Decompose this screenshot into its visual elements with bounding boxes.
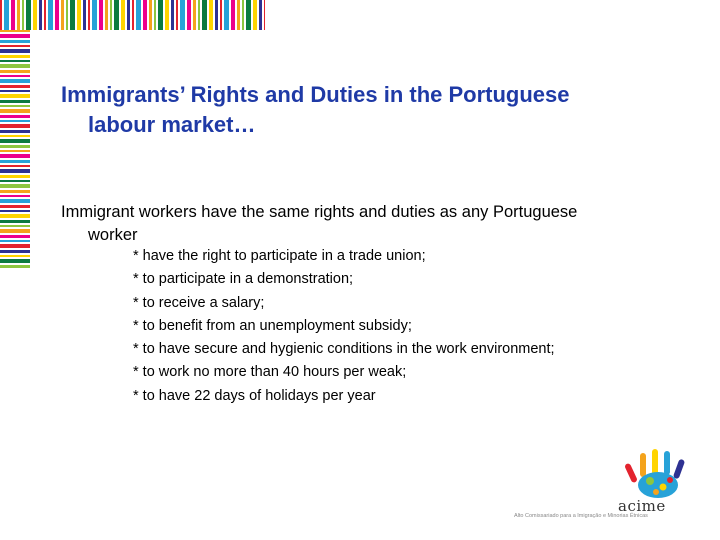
stripe (22, 0, 24, 30)
list-item: * to have 22 days of holidays per year (133, 387, 376, 404)
stripe (158, 0, 163, 30)
stripe (0, 145, 30, 148)
stripe (193, 0, 196, 30)
stripe (220, 0, 222, 30)
stripe (202, 0, 207, 30)
stripe (0, 225, 30, 227)
stripe (17, 0, 20, 30)
decorative-stripes-top (0, 0, 265, 30)
list-item: * to work no more than 40 hours per weak; (133, 364, 407, 381)
stripe (0, 115, 30, 118)
stripe (0, 154, 30, 158)
stripe (209, 0, 213, 30)
stripe (0, 184, 30, 188)
stripe (33, 0, 37, 30)
stripe (176, 0, 178, 30)
stripe (0, 124, 30, 128)
stripe (0, 40, 30, 43)
list-item: * to have secure and hygienic conditions in the work environment; (133, 341, 555, 358)
title-line-2: labour market… (88, 112, 256, 137)
stripe (246, 0, 251, 30)
stripe (83, 0, 86, 30)
stripe (264, 0, 265, 30)
stripe (0, 214, 30, 218)
stripe (0, 105, 30, 107)
stripe (180, 0, 185, 30)
stripe (0, 235, 30, 238)
stripe (44, 0, 46, 30)
stripe (0, 130, 30, 133)
stripe (0, 229, 30, 233)
stripe (0, 190, 30, 193)
stripe (0, 90, 30, 92)
stripe (0, 139, 30, 143)
title-line-1: Immigrants’ Rights and Duties in the Portuguese (61, 82, 570, 107)
decorative-stripes-left (0, 30, 30, 270)
list-item: * have the right to participate in a trade union; (133, 248, 426, 264)
logo-tagline: Alto Comissariado para a Imigração e Minorias Étnicas (514, 513, 648, 519)
stripe (48, 0, 53, 30)
stripe (0, 100, 30, 103)
stripe (92, 0, 97, 30)
stripe (0, 250, 30, 253)
stripe (0, 240, 30, 242)
stripe (136, 0, 141, 30)
stripe (259, 0, 262, 30)
stripe (253, 0, 257, 30)
stripe (0, 165, 30, 167)
list-item: * to receive a salary; (133, 294, 265, 311)
slide-title (61, 80, 681, 140)
stripe (0, 210, 30, 212)
stripe (0, 195, 30, 197)
stripe (0, 205, 30, 208)
stripe (237, 0, 240, 30)
stripe (143, 0, 147, 30)
stripe (0, 85, 30, 88)
stripe (165, 0, 169, 30)
stripe (0, 255, 30, 257)
stripe (11, 0, 15, 30)
stripe (132, 0, 134, 30)
stripe (66, 0, 68, 30)
stripe (0, 45, 30, 47)
intro-line-2: worker (88, 226, 138, 244)
stripe (110, 0, 112, 30)
stripe (0, 30, 30, 32)
stripe (61, 0, 64, 30)
stripe (0, 244, 30, 248)
stripe (0, 49, 30, 53)
stripe (0, 135, 30, 137)
stripe (187, 0, 191, 30)
stripe (0, 64, 30, 68)
stripe (26, 0, 31, 30)
list-item: * to participate in a demonstration; (133, 271, 354, 288)
stripe (224, 0, 229, 30)
stripe (198, 0, 200, 30)
stripe (215, 0, 218, 30)
stripe (0, 70, 30, 73)
stripe (149, 0, 152, 30)
stripe (242, 0, 244, 30)
stripe (0, 180, 30, 182)
stripe (127, 0, 130, 30)
stripe (105, 0, 108, 30)
stripe (4, 0, 9, 30)
stripe (0, 259, 30, 263)
stripe (0, 109, 30, 113)
stripe (55, 0, 59, 30)
stripe (231, 0, 235, 30)
stripe (0, 60, 30, 62)
intro-line-1: Immigrant workers have the same rights and duties as any Portuguese (61, 203, 578, 221)
stripe (121, 0, 125, 30)
stripe (0, 199, 30, 203)
stripe (0, 0, 2, 30)
stripe (70, 0, 75, 30)
list-item: * to benefit from an unemployment subsidy; (133, 317, 412, 334)
stripe (0, 94, 30, 98)
intro-paragraph (61, 201, 701, 247)
stripe (0, 169, 30, 173)
logo-wordmark: acime (618, 497, 666, 515)
stripe (0, 34, 30, 38)
stripe (0, 120, 30, 122)
stripe (0, 150, 30, 152)
stripe (114, 0, 119, 30)
stripe (0, 160, 30, 163)
stripe (0, 79, 30, 83)
stripe (39, 0, 42, 30)
stripe (171, 0, 174, 30)
stripe (0, 220, 30, 223)
stripe (0, 75, 30, 77)
stripe (77, 0, 81, 30)
stripe (0, 265, 30, 268)
stripe (0, 175, 30, 178)
stripe (0, 55, 30, 58)
stripe (99, 0, 103, 30)
stripe (88, 0, 90, 30)
rights-list (133, 245, 693, 408)
stripe (154, 0, 156, 30)
